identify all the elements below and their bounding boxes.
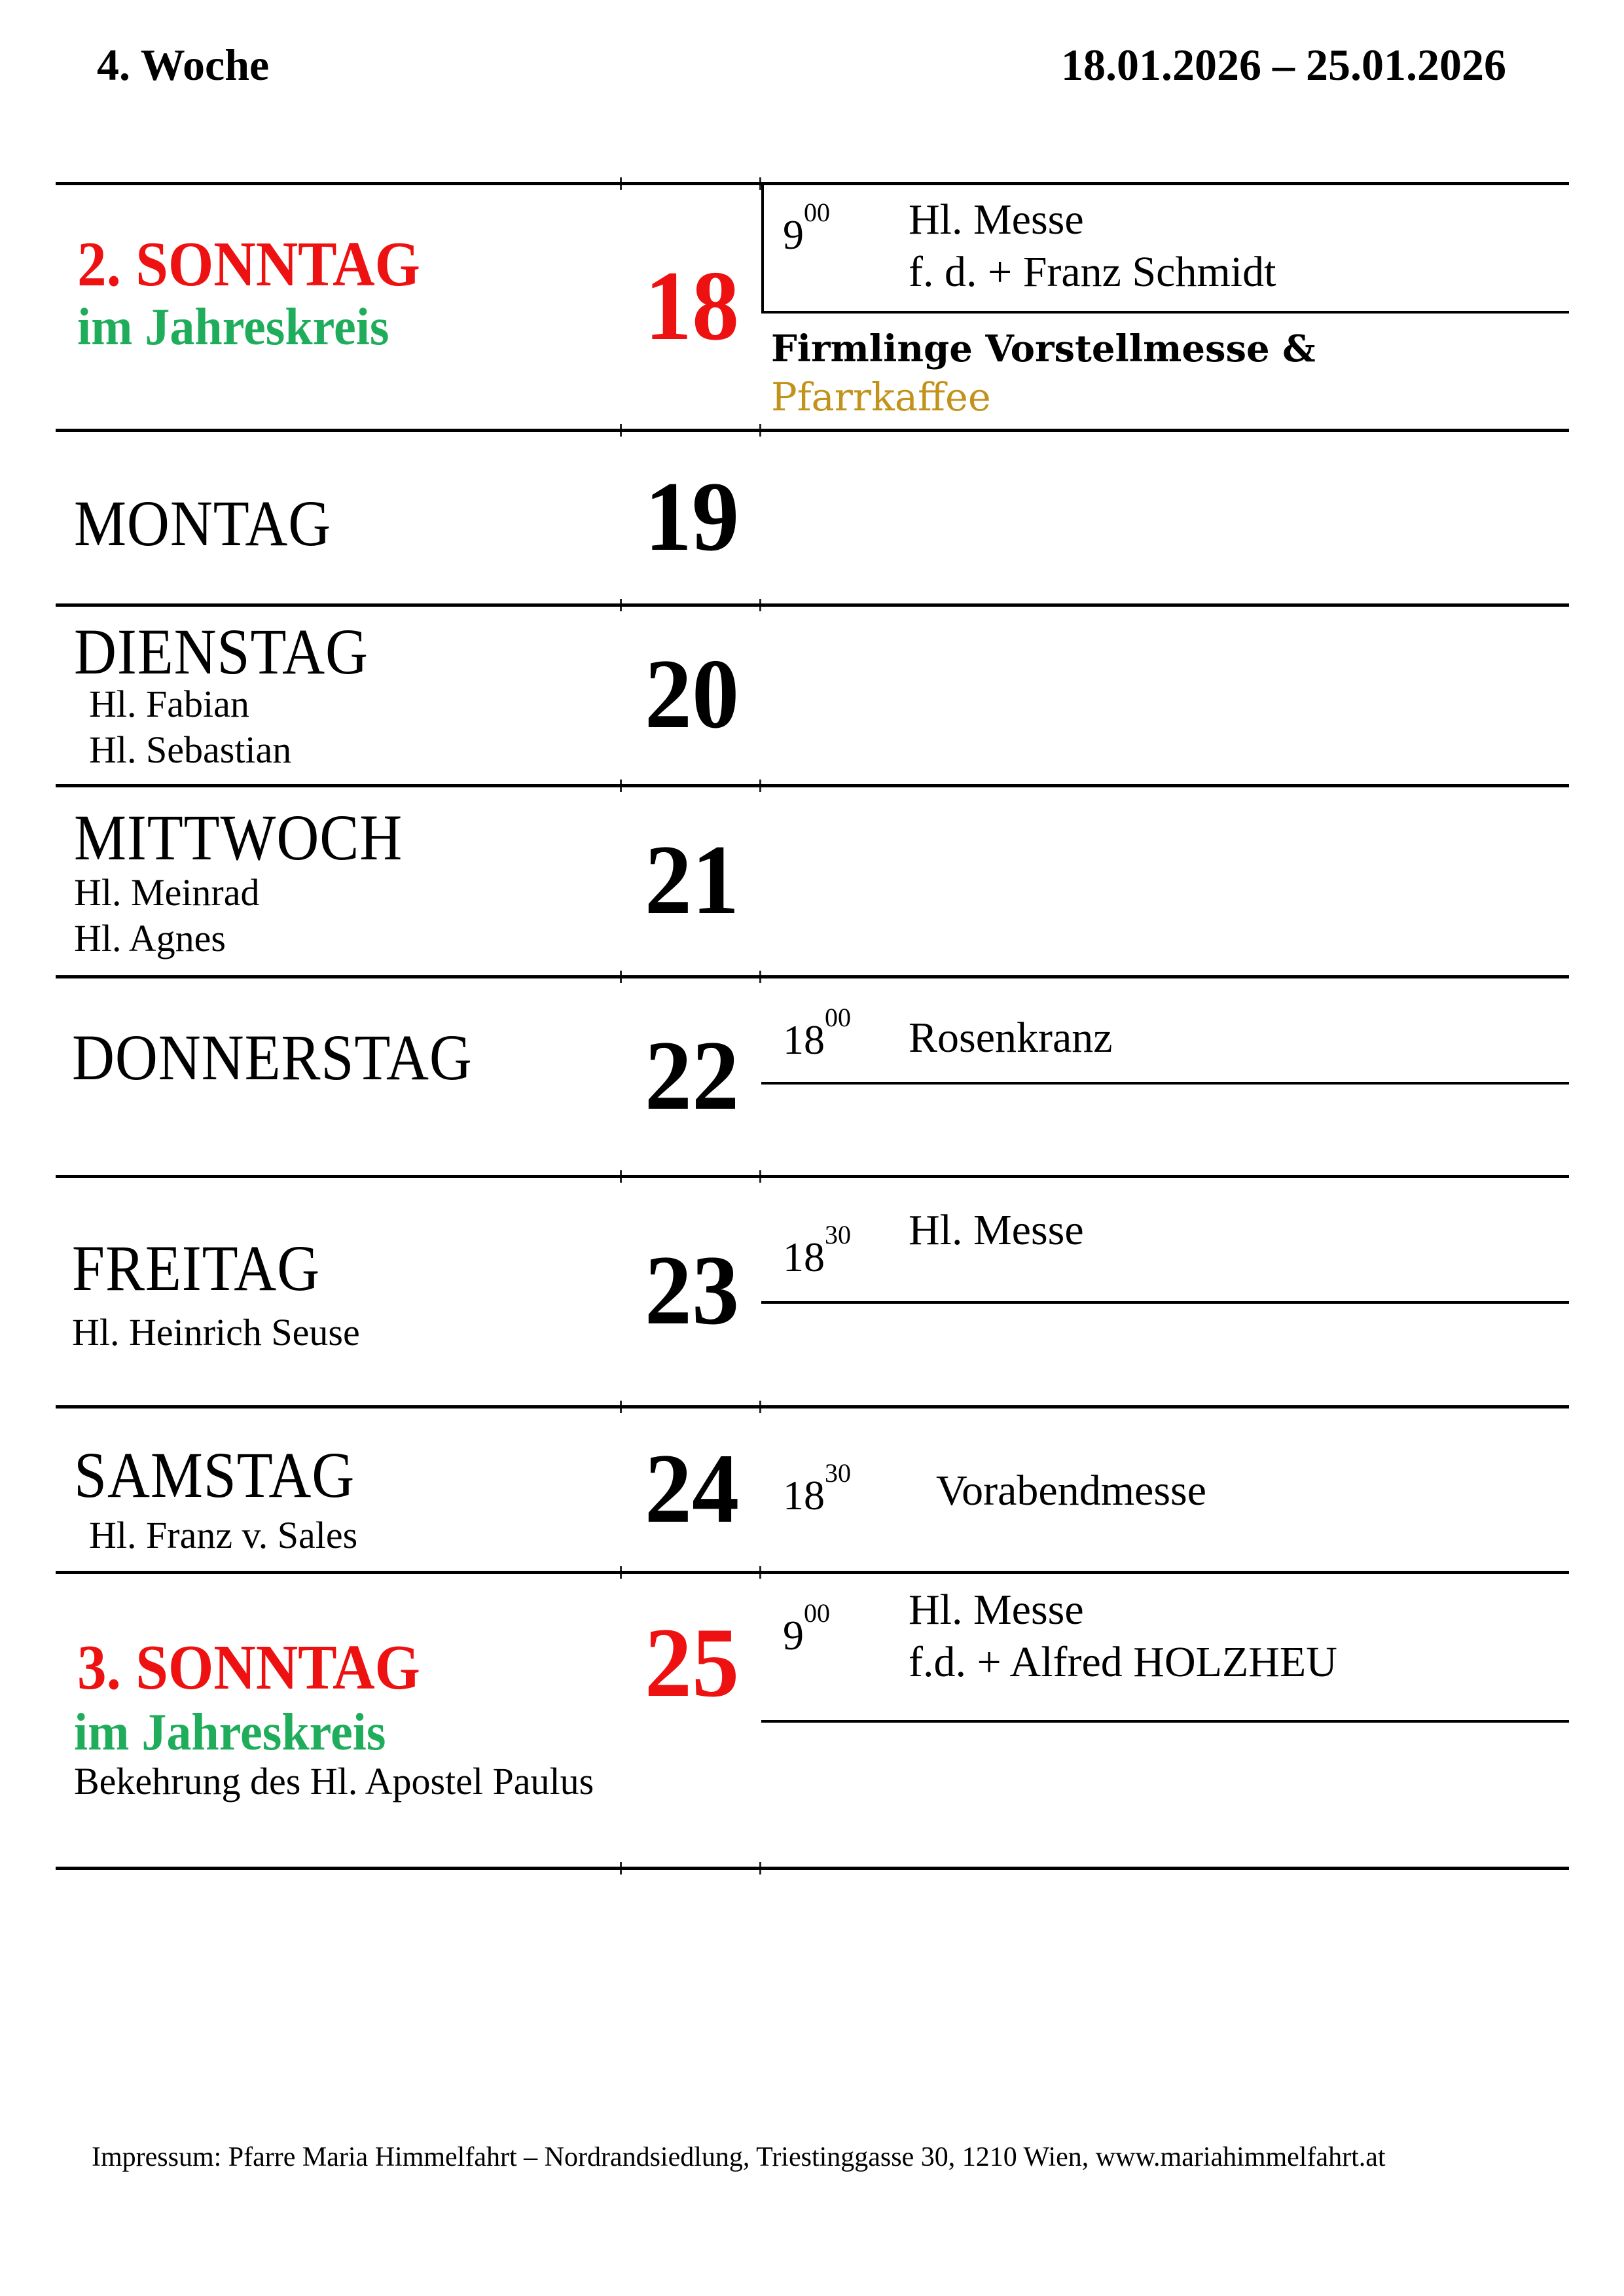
day-title-freitag: FREITAG — [72, 1232, 321, 1304]
saint-label: Hl. Franz v. Sales — [89, 1514, 358, 1556]
day-title-sonntag-25: 3. SONNTAG — [77, 1632, 420, 1702]
event-cell-divider — [761, 311, 1569, 314]
event-line: Hl. Messe — [909, 196, 1084, 243]
saint-label: Hl. Agnes — [74, 917, 226, 960]
day-subtitle-sonntag-18: im Jahreskreis — [77, 298, 389, 356]
day-number-25: 25 — [644, 1607, 739, 1717]
saint-label: Hl. Fabian — [89, 683, 249, 725]
row-divider — [56, 784, 1569, 787]
event-text — [936, 1465, 1206, 1517]
day-number-23: 23 — [644, 1235, 739, 1345]
row-divider — [56, 1175, 1569, 1178]
event-line: Hl. Messe — [909, 1206, 1084, 1254]
saint-label: Hl. Heinrich Seuse — [72, 1311, 360, 1354]
event-cell-left-border — [761, 182, 764, 311]
event-cell-divider — [761, 1720, 1569, 1723]
day-number-22: 22 — [644, 1020, 739, 1130]
day-subtitle-sonntag-25: im Jahreskreis — [74, 1704, 386, 1761]
saint-label: Hl. Sebastian — [89, 728, 292, 771]
day-number-20: 20 — [644, 639, 739, 749]
event-time: $9^{00}$ — [783, 1598, 830, 1659]
date-cell — [622, 182, 761, 429]
event-cell-divider — [761, 1082, 1569, 1085]
day-title-samstag: SAMSTAG — [74, 1439, 355, 1511]
day-number-18: 18 — [644, 250, 739, 361]
day-number-19: 19 — [644, 461, 739, 571]
event-time: $18^{30}$ — [783, 1219, 851, 1280]
event-time: $9^{00}$ — [783, 197, 830, 258]
event-text — [909, 1012, 1113, 1064]
date-cell — [622, 784, 761, 975]
date-cell — [622, 429, 761, 603]
row-divider — [56, 182, 1569, 185]
day-title-montag: MONTAG — [74, 487, 332, 560]
date-cell — [622, 975, 761, 1175]
event-line: Rosenkranz — [909, 1014, 1113, 1062]
saint-label: Hl. Meinrad — [74, 871, 260, 914]
row-divider — [56, 603, 1569, 607]
row-divider — [56, 1867, 1569, 1870]
date-cell — [622, 1405, 761, 1571]
day-title-mittwoch: MITTWOCH — [74, 801, 403, 874]
day-number-21: 21 — [644, 825, 739, 935]
event-line: f.d. + Alfred HOLZHEU — [909, 1638, 1337, 1686]
event-time: $18^{00}$ — [783, 1002, 851, 1063]
day-title-donnerstag: DONNERSTAG — [72, 1021, 473, 1094]
event-text — [909, 1584, 1337, 1689]
event-cell-divider — [761, 1301, 1569, 1304]
day-number-24: 24 — [644, 1433, 739, 1543]
row-divider — [56, 429, 1569, 432]
event-text — [909, 194, 1276, 298]
week-number-label: 4. Woche — [97, 40, 270, 90]
day-title-sonntag-18: 2. SONNTAG — [77, 229, 420, 299]
date-cell — [622, 603, 761, 784]
row-divider — [56, 975, 1569, 978]
event-line: f. d. + Franz Schmidt — [909, 248, 1276, 296]
day-title-dienstag: DIENSTAG — [74, 615, 369, 688]
week-date-range: 18.01.2026 – 25.01.2026 — [1061, 40, 1506, 90]
event-time: $18^{30}$ — [783, 1458, 851, 1518]
impressum: Impressum: Pfarre Maria Himmelfahrt – Nordrandsiedlung, Triestinggasse 30, 1210 Wien, www.mariahimmelfahrt.at — [92, 2142, 1386, 2172]
event-line: Vorabendmesse — [936, 1467, 1207, 1515]
event-text — [909, 1204, 1084, 1257]
note-pfarrkaffee: Pfarrkaffee — [771, 374, 991, 420]
row-divider — [56, 1571, 1569, 1574]
feast-note: Bekehrung des Hl. Apostel Paulus — [74, 1760, 594, 1803]
event-line: Hl. Messe — [909, 1586, 1084, 1634]
row-divider — [56, 1405, 1569, 1408]
date-cell — [622, 1590, 761, 1734]
note-firmlinge: Firmlinge Vorstellmesse & — [771, 327, 1316, 370]
date-cell — [622, 1175, 761, 1405]
